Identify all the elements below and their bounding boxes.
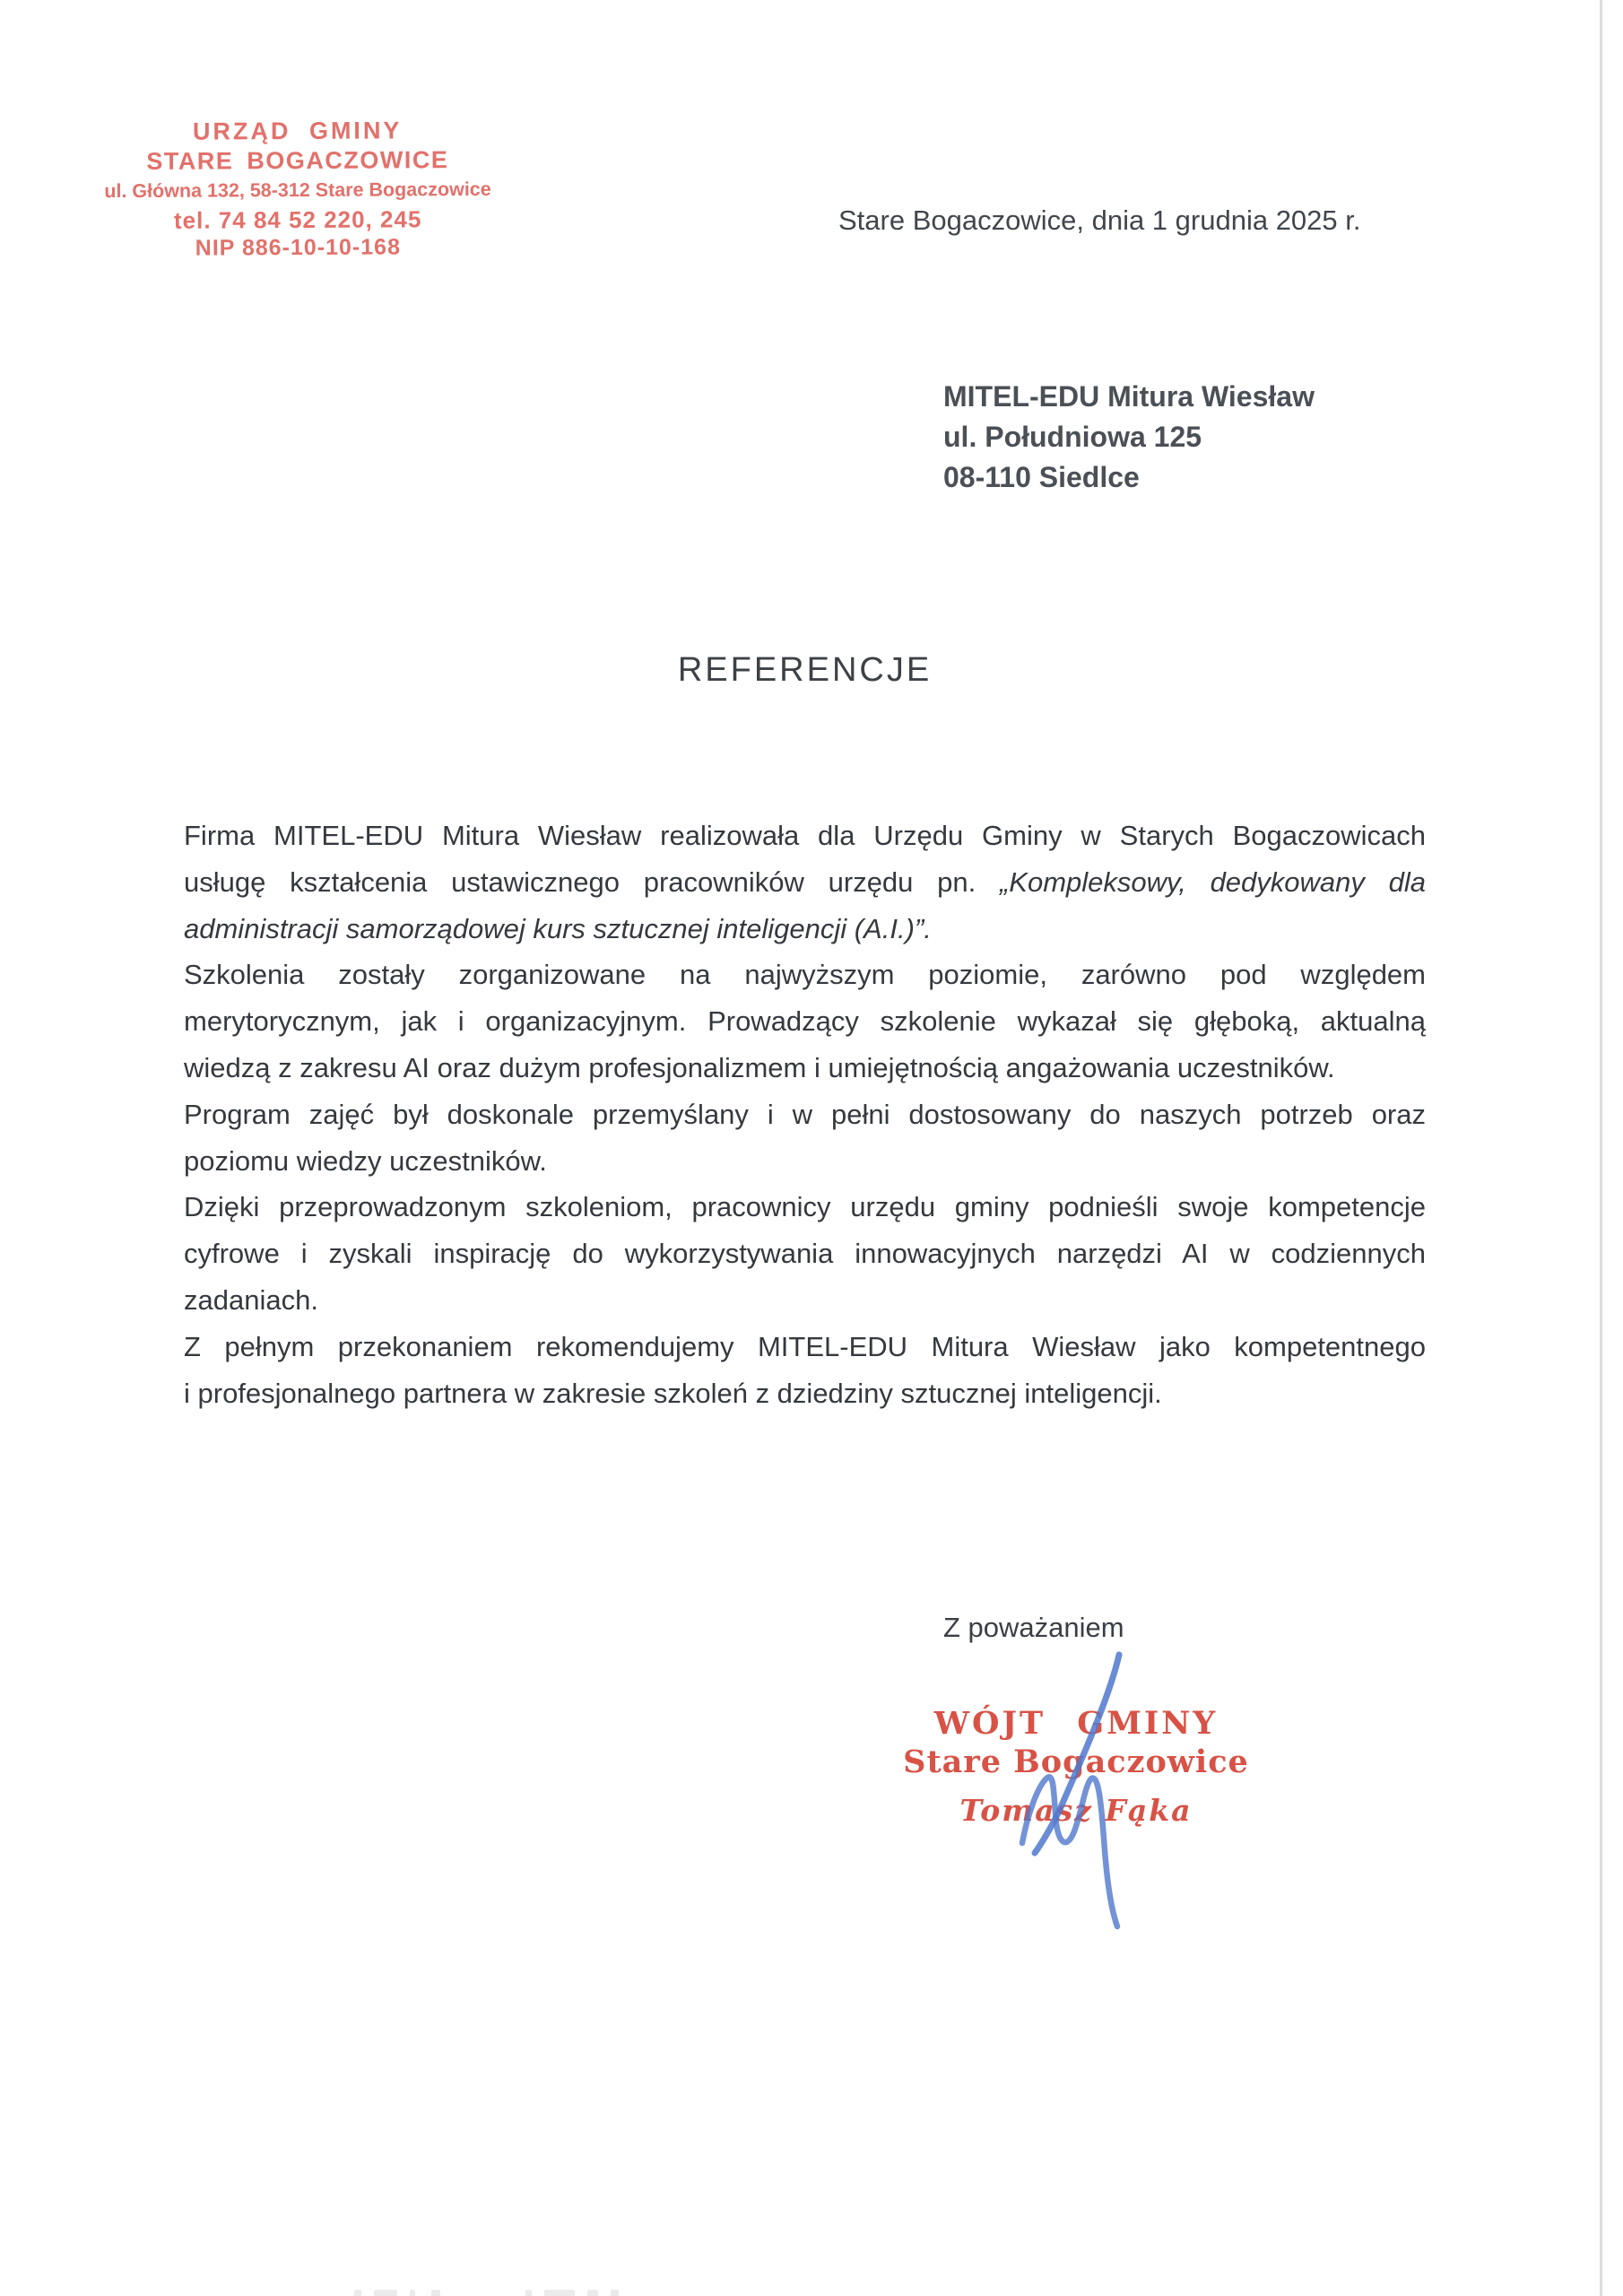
body-line: Z pełnym przekonaniem rekomendujemy MITEL-EDU Mitura Wiesław jako kompetentnego xyxy=(184,1330,1426,1362)
body-line: administracji samorządowej kurs sztucznej inteligencji (A.I.)”. xyxy=(184,912,932,944)
recipient-city: 08-110 Siedlce xyxy=(943,461,1140,493)
body-line: cyfrowe i zyskali inspirację do wykorzystywania innowacyjnych narzędzi AI w codziennych xyxy=(184,1238,1426,1270)
scan-bottom-artifact xyxy=(354,2290,982,2296)
body-line: usługę kształcenia ustawicznego pracowników urzędu pn. „Kompleksowy, dedykowany dla xyxy=(184,865,1426,898)
body-line: Firma MITEL-EDU Mitura Wiesław realizowała dla Urzędu Gminy w Starych Bogaczowicach xyxy=(184,820,1426,851)
letterhead-stamp xyxy=(100,116,496,263)
body-line: merytorycznym, jak i organizacyjnym. Prowadzący szkolenie wykazał się głęboką, aktualną xyxy=(184,1005,1426,1038)
body-line: Dzięki przeprowadzonym szkoleniom, pracownicy urzędu gminy podnieśli swoje kompetencje xyxy=(184,1191,1426,1223)
date-line: Stare Bogaczowice, dnia 1 grudnia 2025 r. xyxy=(838,204,1361,236)
body-line: Szkolenia zostały zorganizowane na najwyższym poziomie, zarówno pod względem xyxy=(184,959,1426,991)
recipient-name: MITEL-EDU Mitura Wiesław xyxy=(943,380,1315,413)
recipient-block xyxy=(943,377,1315,498)
body-text xyxy=(184,813,1426,1416)
scan-edge-line xyxy=(1600,0,1602,2296)
stamp-line: URZĄD GMINY xyxy=(192,117,403,145)
body-line: i profesjonalnego partnera w zakresie szkoleń z dziedziny sztucznej inteligencji. xyxy=(184,1377,1162,1409)
stamp-line: tel. 74 84 52 220, 245 xyxy=(173,205,422,234)
recipient-street: ul. Południowa 125 xyxy=(943,421,1202,453)
handwritten-signature-ink xyxy=(968,1641,1166,1937)
body-line: Program zajęć był doskonale przemyślany i w pełni dostosowany do naszych potrzeb oraz xyxy=(184,1098,1426,1130)
closing-line: Z poważaniem xyxy=(943,1612,1124,1643)
stamp-name-line: Tomasz Fąka xyxy=(959,1793,1193,1828)
stamp-municipality-line: Stare Bogaczowice xyxy=(903,1744,1249,1780)
body-line: zadaniach. xyxy=(184,1283,318,1316)
stamp-line: ul. Główna 132, 58-312 Stare Bogaczowice xyxy=(104,178,491,203)
stamp-line: NIP 886-10-10-168 xyxy=(195,234,402,261)
stamp-line: STARE BOGACZOWICE xyxy=(146,146,449,175)
body-line: poziomu wiedzy uczestników. xyxy=(184,1144,547,1177)
letter-title: REFERENCJE xyxy=(677,651,933,689)
stamp-role-line: WÓJT GMINY xyxy=(933,1705,1219,1742)
body-line: wiedzą z zakresu AI oraz dużym profesjonalizmem i umiejętnością angażowania uczestników. xyxy=(184,1051,1335,1083)
